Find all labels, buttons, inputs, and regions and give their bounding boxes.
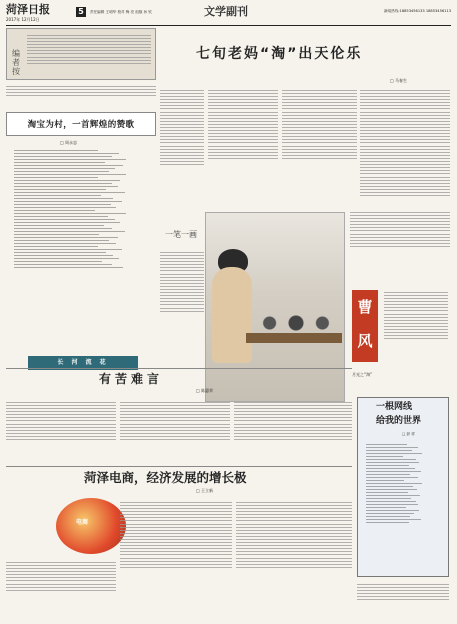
poem-body bbox=[14, 148, 154, 356]
editors-line: 责任编辑 王明华 校对 梅 亮 组版 孙 钦 bbox=[90, 10, 152, 14]
youku-col-1 bbox=[6, 400, 116, 442]
paper-date: 2017年 12月12日 bbox=[6, 17, 40, 22]
author-youku: □ 陈惠荣 bbox=[196, 388, 214, 393]
article-title-heze: 菏泽电商，经济发展的增长极 bbox=[84, 470, 247, 485]
left-body-text bbox=[6, 84, 156, 98]
column-caofeng-sub: 月光之“淘” bbox=[352, 372, 373, 377]
ecommerce-badge: 电商 bbox=[76, 519, 89, 526]
body-col-4 bbox=[360, 88, 450, 198]
illustration-photo bbox=[205, 212, 345, 402]
body-col-2 bbox=[208, 88, 278, 161]
hotline: 新闻热线:18853456133 18853456113 bbox=[383, 9, 451, 13]
section-title: 文学副刊 bbox=[204, 5, 248, 18]
heze-col-2 bbox=[120, 500, 232, 570]
net-poem bbox=[366, 442, 440, 525]
heze-col-1 bbox=[6, 560, 116, 593]
body-col-1 bbox=[160, 88, 204, 167]
ecommerce-illustration bbox=[56, 498, 126, 554]
body-col-6 bbox=[350, 210, 450, 249]
body-col-5 bbox=[160, 250, 204, 314]
column-caofeng: 曹风 bbox=[352, 290, 378, 362]
article-title-youku: 有苦难言 bbox=[99, 372, 164, 386]
author-net: □ 彭 祥 bbox=[402, 432, 415, 436]
author-seven: □ 马春生 bbox=[390, 78, 408, 83]
article-title-taobao: 淘宝为村，一首辉煌的赞歌 bbox=[6, 112, 156, 136]
editors-note-label: 编者按 bbox=[12, 49, 20, 76]
article-title-seven: 七旬老妈“淘”出天伦乐 bbox=[196, 46, 363, 62]
heze-col-3 bbox=[236, 500, 352, 570]
body-col-7 bbox=[384, 290, 448, 341]
editors-note-text bbox=[27, 33, 151, 66]
page-number: 5 bbox=[76, 7, 86, 17]
article-title-net: 一根网线 bbox=[376, 402, 413, 412]
heze-col-4 bbox=[357, 582, 449, 602]
divider-middle bbox=[6, 368, 352, 369]
paper-name: 菏泽日报 bbox=[6, 3, 50, 16]
column-yibi: 一笔一画 bbox=[165, 230, 197, 239]
youku-col-2 bbox=[120, 400, 230, 442]
editors-note-box bbox=[6, 28, 156, 80]
masthead bbox=[6, 4, 451, 26]
youku-col-3 bbox=[234, 400, 352, 442]
body-col-3 bbox=[282, 88, 357, 161]
section-banner: 长 河 流 花 bbox=[28, 356, 138, 370]
author-heze: □ 王立新 bbox=[196, 488, 214, 493]
author-taobao: □ 周永忠 bbox=[60, 140, 78, 145]
divider-bottom bbox=[6, 466, 352, 467]
sidebar-box-net bbox=[357, 397, 449, 577]
article-subtitle-net: 给我的世界 bbox=[376, 416, 422, 426]
